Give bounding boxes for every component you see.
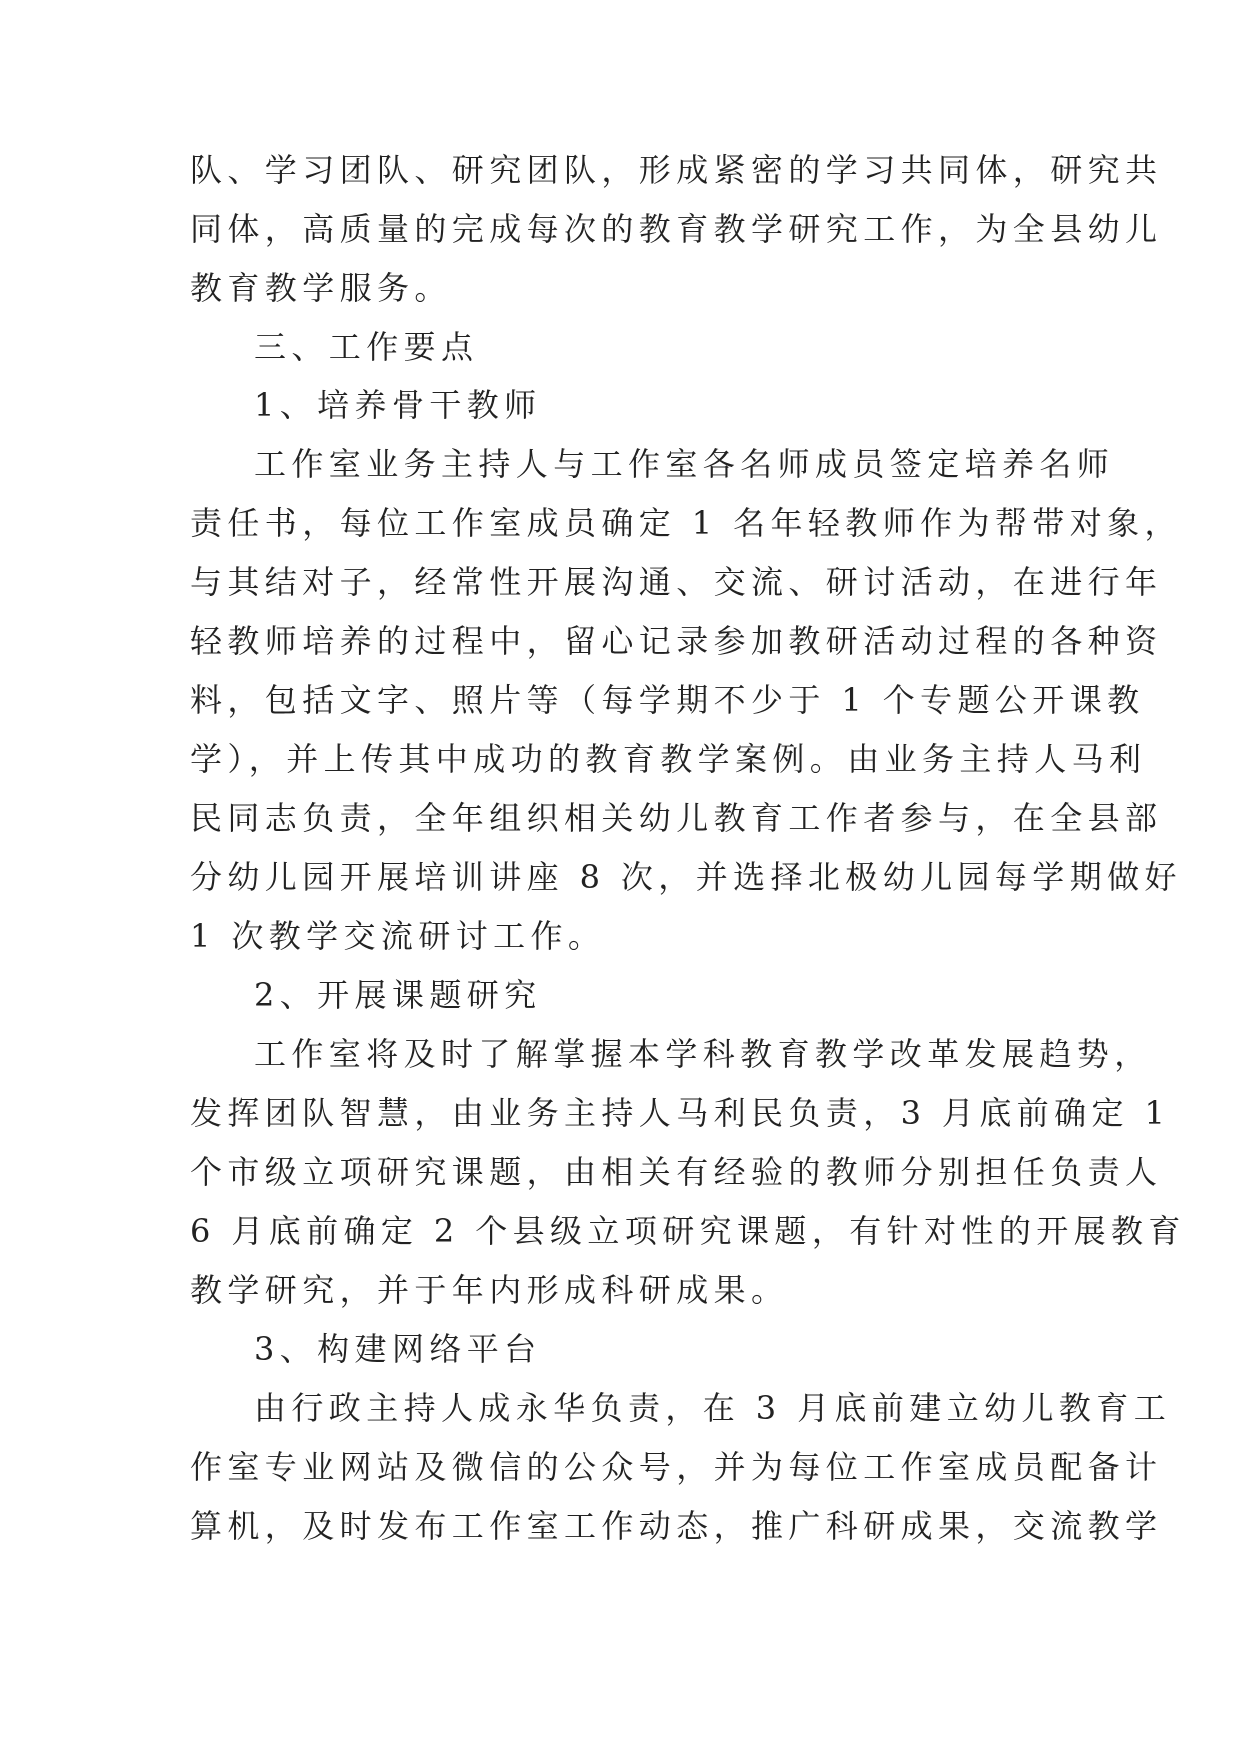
body-text-line: 民同志负责，全年组织相关幼儿教育工作者参与，在全县部 [190, 799, 1163, 837]
body-text-line: 教育教学服务。 [190, 269, 452, 307]
body-text-line: 1 次教学交流研讨工作。 [190, 917, 606, 955]
section-heading: 三、工作要点 [254, 328, 479, 366]
body-text-line: 算机，及时发布工作室工作动态，推广科研成果，交流教学 [190, 1507, 1163, 1545]
body-text-line: 工作室业务主持人与工作室各名师成员签定培养名师 [254, 445, 1115, 483]
body-text-line: 工作室将及时了解掌握本学科教育教学改革发展趋势， [254, 1035, 1152, 1073]
body-text-line: 与其结对子，经常性开展沟通、交流、研讨活动，在进行年 [190, 563, 1163, 601]
subsection-heading: 3、构建网络平台 [254, 1330, 542, 1368]
body-text-line: 发挥团队智慧，由业务主持人马利民负责，3 月底前确定 1 [190, 1094, 1171, 1132]
body-text-line: 队、学习团队、研究团队，形成紧密的学习共同体，研究共 [190, 151, 1163, 189]
body-text-line: 同体，高质量的完成每次的教育教学研究工作，为全县幼儿 [190, 210, 1163, 248]
body-text-line: 个市级立项研究课题，由相关有经验的教师分别担任负责人 [190, 1153, 1163, 1191]
body-text-line: 责任书，每位工作室成员确定 1 名年轻教师作为帮带对象， [190, 504, 1182, 542]
body-text-line: 作室专业网站及微信的公众号，并为每位工作室成员配备计 [190, 1448, 1163, 1486]
subsection-heading: 1、培养骨干教师 [254, 386, 542, 424]
body-text-line: 教学研究，并于年内形成科研成果。 [190, 1271, 789, 1309]
body-text-line: 轻教师培养的过程中，留心记录参加教研活动过程的各种资 [190, 622, 1163, 660]
subsection-heading: 2、开展课题研究 [254, 976, 542, 1014]
body-text-line: 6 月底前确定 2 个县级立项研究课题，有针对性的开展教育 [190, 1212, 1186, 1250]
body-text-line: 分幼儿园开展培训讲座 8 次，并选择北极幼儿园每学期做好 [190, 858, 1182, 896]
body-text-line: 料，包括文字、照片等（每学期不少于 1 个专题公开课教 [190, 681, 1145, 719]
body-text-line: 由行政主持人成永华负责，在 3 月底前建立幼儿教育工 [254, 1389, 1172, 1427]
body-text-line: 学），并上传其中成功的教育教学案例。由业务主持人马利 [190, 740, 1147, 778]
